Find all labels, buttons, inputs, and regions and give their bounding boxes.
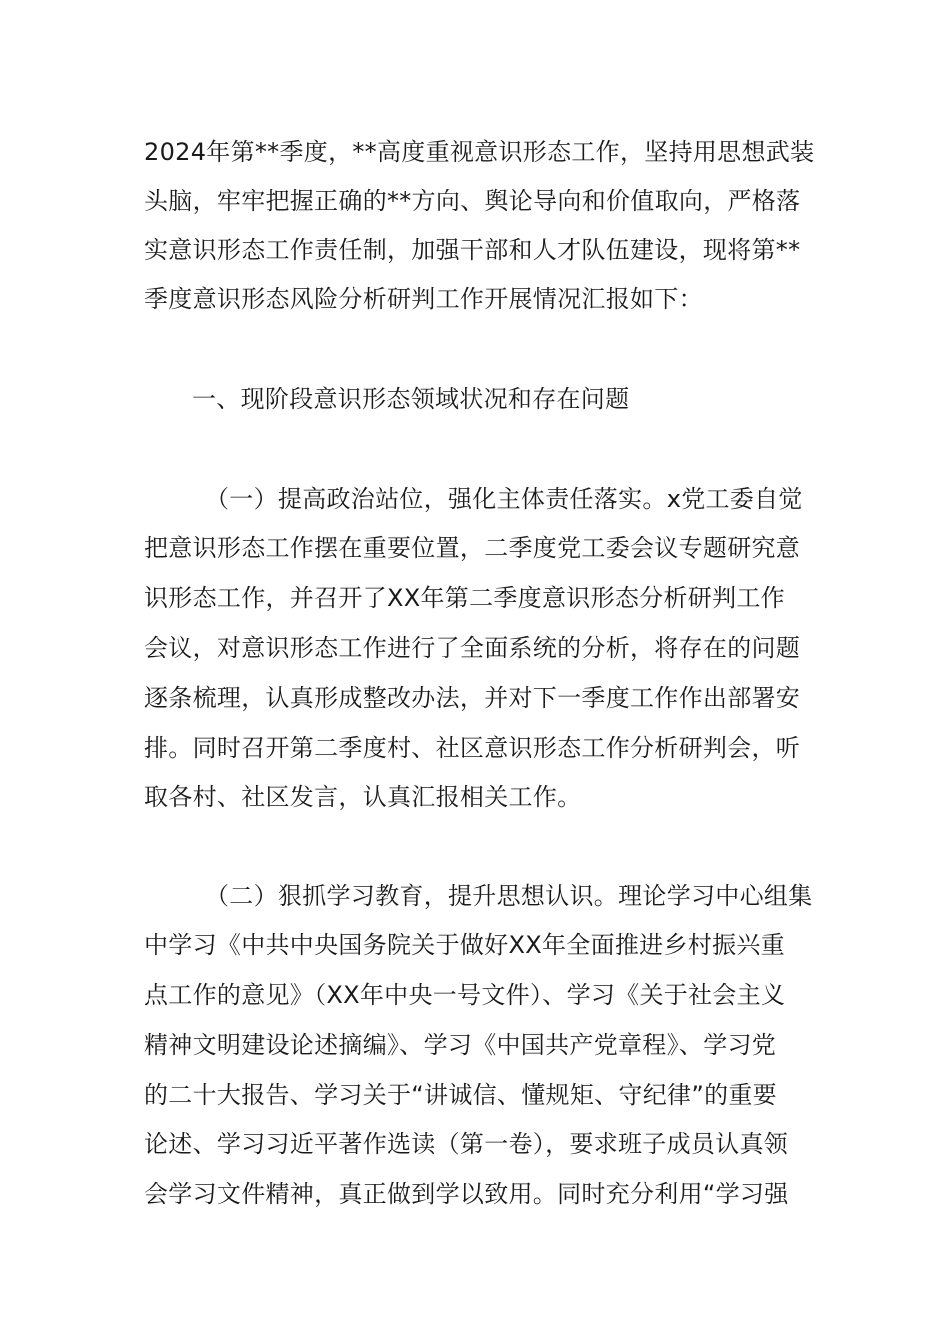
para2-line-6: 论述、学习习近平著作选读（第一卷），要求班子成员认真领	[144, 1130, 789, 1158]
para1-line-6: 排。同时召开第二季度村、社区意识形态工作分析研判会，听	[144, 734, 801, 762]
para1-line-3: 识形态工作，并召开了XX年第二季度意识形态分析研判工作	[144, 584, 785, 612]
para1-line-2: 把意识形态工作摆在重要位置，二季度党工委会议专题研究意	[144, 534, 801, 562]
intro-line-1: 2024年第**季度，**高度重视意识形态工作，坚持用思想武装	[144, 138, 815, 166]
para2-line-1: （二）狠抓学习教育，提升思想认识。理论学习中心组集	[205, 882, 813, 910]
intro-line-4: 季度意识形态风险分析研判工作开展情况汇报如下：	[144, 285, 703, 313]
para2-line-7: 会学习文件精神，真正做到学以致用。同时充分利用“学习强	[144, 1180, 789, 1208]
intro-line-3: 实意识形态工作责任制，加强干部和人才队伍建设，现将第**	[144, 236, 801, 264]
para2-line-5: 的二十大报告、学习关于“讲诚信、懂规矩、守纪律”的重要	[144, 1081, 777, 1109]
para2-line-2: 中学习《中共中央国务院关于做好XX年全面推进乡村振兴重	[144, 931, 785, 959]
para2-line-3: 点工作的意见》（XX年中央一号文件）、学习《关于社会主义	[144, 981, 786, 1009]
section-heading: 一、现阶段意识形态领域状况和存在问题	[192, 385, 630, 413]
para1-line-5: 逐条梳理，认真形成整改办法，并对下一季度工作作出部署安	[144, 684, 801, 712]
intro-line-2: 头脑，牢牢把握正确的**方向、舆论导向和价值取向，严格落	[144, 187, 801, 215]
para1-line-1: （一）提高政治站位，强化主体责任落实。x党工委自觉	[205, 485, 803, 513]
para2-line-4: 精神文明建设论述摘编》、学习《中国共产党章程》、学习党	[144, 1031, 777, 1059]
para1-line-7: 取各村、社区发言，认真汇报相关工作。	[144, 783, 582, 811]
para1-line-4: 会议，对意识形态工作进行了全面系统的分析，将存在的问题	[144, 634, 801, 662]
